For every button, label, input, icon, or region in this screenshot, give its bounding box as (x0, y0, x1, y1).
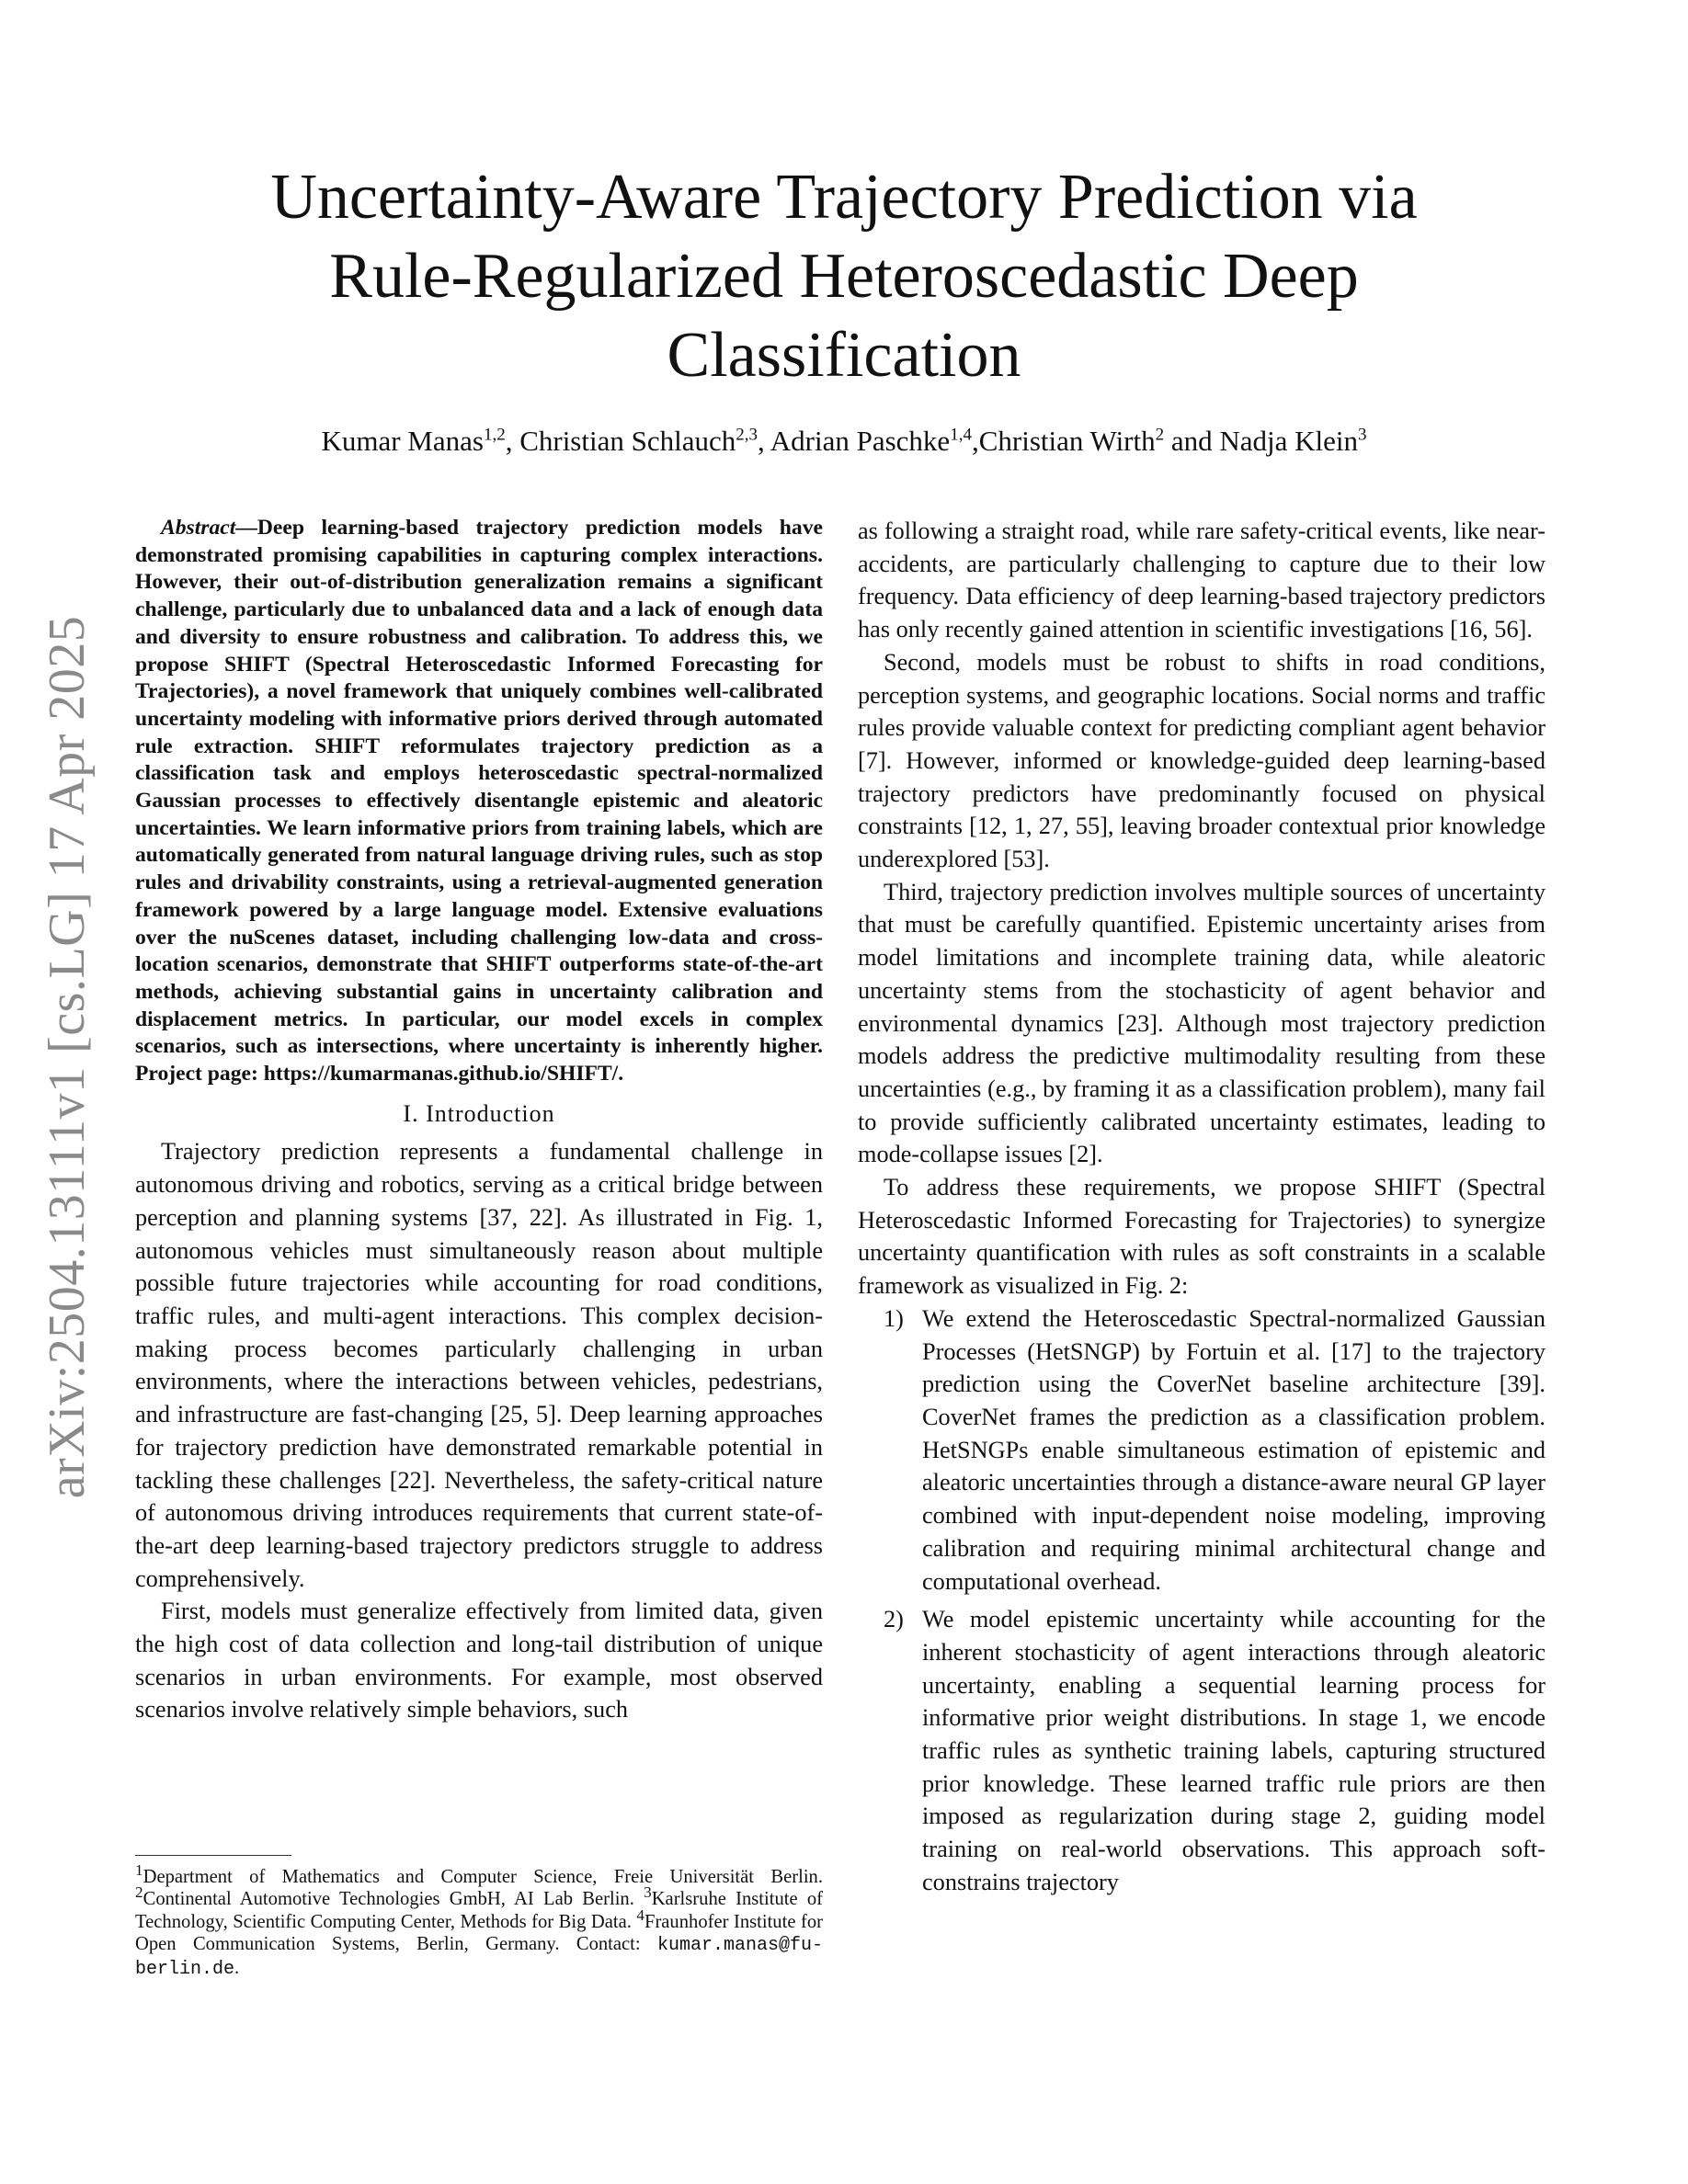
right-column (858, 515, 1545, 1905)
arxiv-identifier: arXiv:2504.13111v1 [cs.LG] 17 Apr 2025 (39, 615, 96, 1499)
author-name: Kumar Manas (321, 425, 484, 457)
footnote-text: Fraunhofer Institute for Open Communication Systems, Berlin, Germany. Contact: (135, 1911, 823, 1954)
author-affiliation: 1,4 (950, 425, 972, 445)
author-affiliation: 3 (1358, 425, 1367, 445)
section-heading: I. Introduction (403, 1099, 555, 1127)
footnotes (135, 1861, 823, 1981)
list-number: 2) (884, 1606, 904, 1633)
author-name: Christian Schlauch (519, 425, 736, 457)
abstract-text: —Deep learning-based trajectory prediction models have demonstrated promising capabilities in capturing complex interactions. However, their out-of-distribution generalization remains a significant challenge, particularly due to unbalanced data and a lack of enough data and diversity to ensure robustness and calibration. To address this, we propose SHIFT (Spectral Heteroscedastic Informed Forecasting for Trajectories), a novel framework that uniquely combines well-calibrated uncertainty modeling with informative priors derived through automated rule extraction. SHIFT reformulates trajectory prediction as a classification task and employs heteroscedastic spectral-normalized Gaussian processes to effectively disentangle epistemic and aleatoric uncertainties. We learn informative priors from training labels, which are automatically generated from natural language driving rules, such as stop rules and drivability constraints, using a retrieval-augmented generation framework powered by a large language model. Extensive evaluations over the nuScenes dataset, including challenging low-data and cross-location scenarios, demonstrate that SHIFT outperforms state-of-the-art methods, achieving substantial gains in uncertainty calibration and displacement metrics. In particular, our model excels in complex scenarios, such as intersections, where uncertainty is inherently higher. Project page: https://kumarmanas.github.io/SHIFT/. (135, 516, 823, 1086)
paragraph: First, models must generalize effectively from limited data, given the high cost of data collection and long-tail distribution of unique scenarios in urban environments. For example, most observed scenarios involve relatively simple behaviors, such (135, 1598, 823, 1723)
paragraph: To address these requirements, we propose SHIFT (Spectral Heteroscedastic Informed Forecasting for Trajectories) to synergize uncertainty quantification with rules as soft constraints in a scalable framework as visualized in Fig. 2: (858, 1174, 1545, 1300)
list-number: 1) (884, 1304, 904, 1332)
footnote-text: Continental Automotive Technologies GmbH, AI Lab Berlin. (143, 1889, 644, 1910)
contact-email-link[interactable]: kumar.manas@fu-berlin.de (135, 1934, 823, 1981)
author-name: Nadja Klein (1219, 425, 1359, 457)
author-name: Christian Wirth (978, 425, 1156, 457)
paragraph: Third, trajectory prediction involves multiple sources of uncertainty that must be carefully quantified. Epistemic uncertainty arises from model limitations and incomplete training data, while aleatoric uncertainty stems from the stochasticity of agent behavior and environmental dynamics [23]. Although most trajectory prediction models address the predictive multimodality resulting from these uncertainties (e.g., by framing it as a classification problem), many fail to provide sufficiently calibrated uncertainty estimates, leading to mode-collapse issues [2]. (858, 878, 1545, 1168)
abstract-label: Abstract (161, 516, 236, 540)
list-item (858, 1302, 1545, 1598)
footnote-marker: 1 (135, 1861, 143, 1880)
arxiv-sidebar (35, 570, 99, 1544)
author-list: Kumar Manas$^{1,2}$, Christian Schlauch$^{2,3}$, Adrian Paschke$^{1,4}$,Christian Wirth$^2$ and Nadja Klein$^3$ (321, 425, 1367, 457)
list-item-text: We model epistemic uncertainty while accounting for the inherent stochasticity of agent interactions through aleatoric uncertainty, enabling a sequential learning process for informative prior weight distributions. In stage 1, we encode traffic rules as synthetic training labels, capturing structured prior knowledge. These learned traffic rule priors are then imposed as regularization during stage 2, guiding model training on real-world observations. This approach soft-constrains trajectory (922, 1606, 1545, 1895)
author-affiliation: 2 (1155, 425, 1165, 445)
footnote-text: Department of Mathematics and Computer Science, Freie Universität Berlin. (143, 1867, 823, 1887)
abstract (135, 515, 823, 1088)
title-line-3: Classification (667, 320, 1021, 391)
footnote-divider (135, 1855, 291, 1856)
footnote-marker: 4 (636, 1905, 644, 1924)
left-column (135, 515, 823, 1726)
footnote-marker: 3 (644, 1883, 652, 1902)
paragraph: Trajectory prediction represents a fundamental challenge in autonomous driving and robotics, serving as a critical bridge between perception and planning systems [37, 22]. As illustrated in Fig. 1, autonomous vehicles must simultaneously reason about multiple possible future trajectories while accounting for road conditions, traffic rules, and multi-agent interactions. This complex decision-making process becomes particularly challenging in urban environments, where the interactions between vehicles, pedestrians, and infrastructure are fast-changing [25, 5]. Deep learning approaches for trajectory prediction have demonstrated remarkable potential in tackling these challenges [22]. Nevertheless, the safety-critical nature of autonomous driving introduces requirements that current state-of-the-art deep learning-based trajectory predictors struggle to address comprehensively. (135, 1138, 823, 1592)
author-name: Adrian Paschke (770, 425, 951, 457)
paragraph: Second, models must be robust to shifts in road conditions, perception systems, and geographic locations. Social norms and traffic rules provide valuable context for predicting compliant agent behavior [7]. However, informed or knowledge-guided deep learning-based trajectory predictors have predominantly focused on physical constraints [12, 1, 27, 55], leaving broader contextual prior knowledge underexplored [53]. (858, 648, 1545, 873)
paragraph: as following a straight road, while rare safety-critical events, like near-accidents, are particularly challenging to capture due to their low frequency. Data efficiency of deep learning-based trajectory predictors has only recently gained attention in scientific investigations [16, 56]. (858, 518, 1545, 643)
footnote-marker: 2 (135, 1883, 143, 1902)
title-line-1: Uncertainty-Aware Trajectory Prediction via (270, 162, 1418, 233)
title-line-2: Rule-Regularized Heteroscedastic Deep (329, 241, 1359, 312)
author-affiliation: 2,3 (736, 425, 758, 445)
footnote-end: . (234, 1958, 240, 1979)
contribution-list (858, 1302, 1545, 1899)
paper-title (165, 158, 1523, 395)
list-item (858, 1603, 1545, 1898)
list-item-text: We extend the Heteroscedastic Spectral-normalized Gaussian Processes (HetSNGP) by Fortuin et al. [17] to the trajectory prediction using the CoverNet baseline architecture [39]. CoverNet frames the prediction as a classification problem. HetSNGPs enable simultaneous estimation of epistemic and aleatoric uncertainties through a distance-aware neural GP layer combined with input-dependent noise modeling, improving calibration and requiring minimal architectural change and computational overhead. (922, 1304, 1545, 1595)
author-affiliation: 1,2 (483, 425, 506, 445)
footnote-text: Karlsruhe Institute of Technology, Scientific Computing Center, Methods for Big Data. (135, 1889, 823, 1932)
